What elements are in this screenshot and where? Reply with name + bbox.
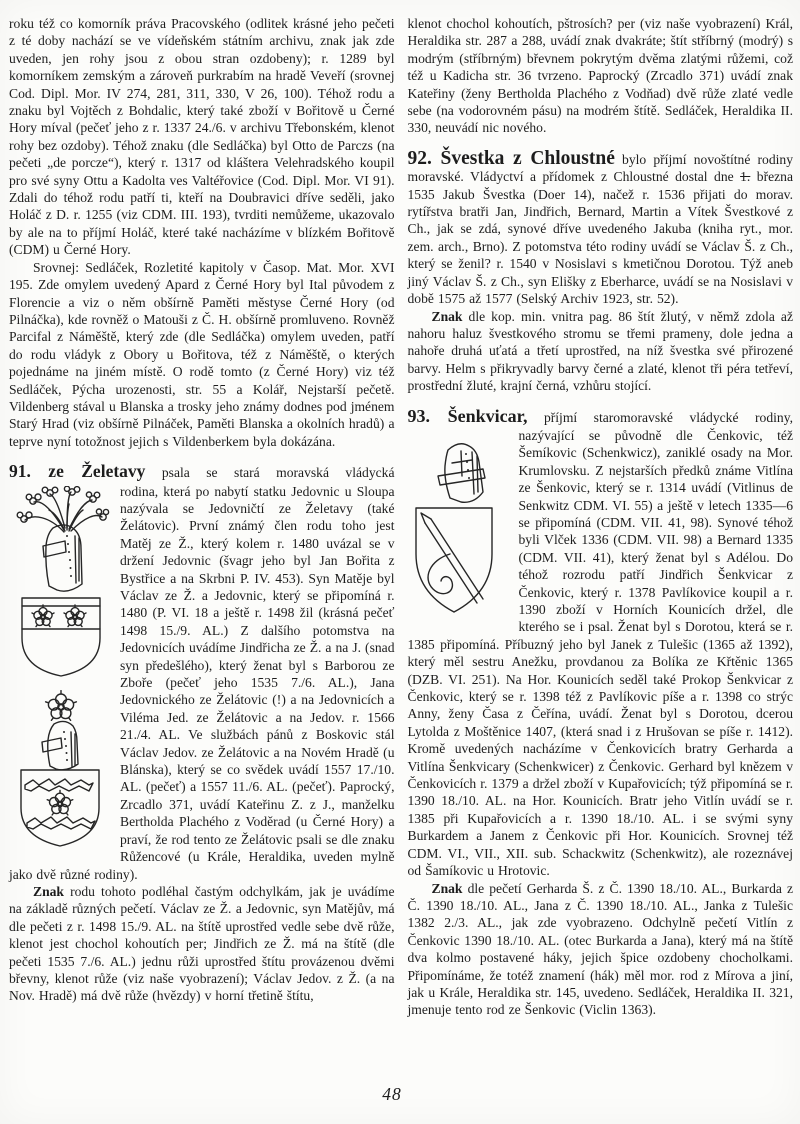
continuation-paragraph-right: klenot chochol kohoutích, pštrosích? per (viz naše vyobrazení) Král, Heraldika str. 287 a 288, uvádí znak dvakráte; štít stříbrný (modrý) s modrým (stříbrným) břevnem pokrytým dvěma zlatými růžemi, což též u Kadicha str. 36 tvrzeno. Paprocký (Zrcadlo 371) uvádí znak Kateřiny (ženy Bertholda Plachého z Vodňad) dvě růže zlaté vedle sebe (na vodorovném pásu) na modrém štítě. Sedláček, Heraldika II. 330, neuvádí nic nového.	[407, 16, 793, 136]
section-91-figures	[9, 486, 111, 848]
section-93-body	[408, 427, 794, 1019]
continuation-paragraph: roku též co komorník práva Pracovského (odlitek krásné jeho pečeti z té doby nachází se ve vídeňském státním archivu, znak jak zde uveden, jen rohy jsou z obou stran ozdobeny); r. 1289 byl komorníkem zemským a zároveň purkrabím na hradě Veveří (srovnej Cod. Dipl. Mor. IV 274, 281, 311, 330, V 26, 100). Téhož rodu a znaku byl Vojtěch z Bohdalic, který také zboží v Bořitově u Černé Hory míval (pečeť jeho z r. 1337 24./6. v archivu Třebonském, klenot rohy bez ozdoby). Téhož znaku (dle Sedláčka) byl Otto de Parczs (na pečeti „de porcze“), který r. 1317 od kláštera Velehradského koupil pro své syny Ottu a Kadolta ves Valtéřovice (Cod. Dipl. Mor. VI 91). Zdali do téhož rodu patří ti, kteří na Doubravici dříve seděli, jako Holáč z D. r. 1255 (viz CDM. III. 193), tvrditi nemůžeme, ukazovalo by ale na to příjmí Holáč, které také nacházíme v blízkém Bořitově (CDM) u Černé Hory.	[9, 16, 395, 258]
section-91-heading: 91. ze Želetavy	[9, 461, 146, 482]
section-93-figure	[408, 430, 510, 618]
seal-rose-helm-shield-bars-illustration	[9, 690, 111, 848]
section-92-blazon-text: dle kop. min. vnitra pag. 86 štít žlutý, v němž zdola až nahoru haluz švestkového stromu se třemi prameny, dole jedna a nahoře druhá uťatá a třetí uprostřed, na níž švestka své přirozené barvy. Helm s přikryvadly barvy černé a zlaté, klenot tři péra tetřeví, prostřední žluté, krajní černá, vzhůru stojící.	[407, 308, 793, 394]
section-93-lead-text: příjmí staromoravské vládycké rodiny,	[543, 409, 794, 425]
section-91-first-line	[9, 463, 395, 481]
section-93-heading: 93. Šenkvicar,	[407, 405, 528, 426]
section-92-heading: 92. Švestka z Chloustné	[407, 147, 615, 169]
section-93-first-line	[407, 405, 794, 426]
section-92-text: března 1535 Jakub Švestka (Doer 14), načež r. 1536 přijati do morav. rytířstva bratři Jan, Jindřich, Bernard, Martin a Vítek Švestkové z Ch., jak se zdá, synové dříve uvedeného Jakuba (kniha ryt., mor. zem. arch., Brno). Z potomstva této rodiny uvádí se Václav Š. z Ch., který se ženil? r. 1540 v Nosislavi s kmetičnou Dorotou. Týž aneb jiný Václav Š. z Ch., syn Elišky z Eberharce, uvádí se na Nosislavi v době 1575 až 1577 (Selský Archiv 1923, str. 52).	[407, 169, 793, 307]
left-column	[9, 15, 395, 1019]
helm-cross-shield-hook-illustration	[408, 436, 508, 618]
section-93-blazon-text: dle pečetí Gerharda Š. z Č. 1390 18./10. AL., Burkarda z Č. 1390 18./10. AL., Jana z Č. 1390 18./10. AL., Janka z Tulešic 1382 2./3. AL., jak zde vyobrazeno. Odchylně pečetí Vitlín z Čenkovic 1390 18./10. AL. (otec Burkarda a Jana), který má na štítě dva kolmo postavené háky, jejich špice ozdobeny chocholkami. Připomínáme, že totéž znamení (hák) měl mor. rod z Mírova a jiní, jak u Krále, Heraldika str. 145, uvedeno. Sedláček, Heraldika II. 321, jmenuje tento rod ze Šenkovic (Viclin 1363).	[407, 880, 794, 1018]
section-92-paragraph	[407, 147, 794, 308]
section-91-body	[9, 483, 395, 1005]
section-92-struck-numeral: 1.	[740, 169, 751, 185]
coat-of-arms-plume-helm-two-roses-illustration	[9, 486, 111, 678]
section-92-lead-text: bylo příjmí novoštítné rodiny moravské. Vládyctví a přídomek z Chloustné dostal dne	[407, 151, 794, 185]
section-92-blazon-paragraph	[408, 308, 794, 395]
section-91-blazon-text: rodu tohoto podléhal častým odchylkám, jak je uvádíme na základě různých pečetí. Václav ze Ž. a Jedovnic, syn Matějův, má dle pečeti z r. 1498 15./9. AL. na štítě uprostřed vedle sebe dvě růže, klenot jest chochol kohoutích per; Jindřich ze Ž. má na štítě (dle pečeti 1535 7./6. AL.) jednu růži uprostřed štítu provázenou dvěmi břevny, klenot růže (viz naše vyobrazení); Václav Jedov. z Ž. (a na Nov. Hradě) má dvě růže (hvězdy) v horní třetině štítu,	[9, 883, 395, 1004]
page-number: 48	[382, 1084, 402, 1104]
srovnej-reference-paragraph: Srovnej: Sedláček, Rozletité kapitoly v Časop. Mat. Mor. XVI 195. Zde omylem uvedený Apard z Černé Hory byl Ital původem z Florencie a viz o něm obšírně Paměti městyse Černé Hory (od Pilnáčka), kde rovněž o Matouši z Č. H. obšírně promluveno. Rovněž Parcifal z Náměště, který zde (dle Sedláčka) omylem uveden, patří do rodu vládyk z Obory u Bořitova, též z Náměště, o kterých pojednáme na jiném místě. O rodě tomto (z Černé Hory) viz též Sedláček, Pýcha urozenosti, str. 55 a Kolář, Nejstarší pečetě. Vildenberg stával u Blanska a trosky jeho známy dodnes pod jménem Starý Hrad (viz obšírně Pilnáček, Paměti Blanska a okolních hradů) a teprve nyní totožnost jejich s Vildenberkem byla dokázána.	[9, 259, 395, 449]
section-91-lead-text: psala se stará moravská vládycká	[161, 465, 395, 481]
right-column	[408, 15, 794, 1019]
znak-label: Znak	[33, 883, 64, 899]
znak-label: Znak	[431, 308, 463, 324]
section-91	[9, 463, 395, 1005]
section-93-text: nazývající se původně dle Čenkovic, též Šemíkovic (Schenkwicz), zaniklé osady na Mor. Krumlovsku. Z nejstarších předků známe Vitlína ze Šenkovic, který se r. 1314 uvádí (Vitlinus de Senkwitz CDM. VI. 55) a ještě v letech 1335—6 se připomíná (CDM. VII. 41, 98). Synové téhož byli Vlček 1336 (CDM. VII. 98) a Bernard 1335 (CDM. VII. 41), který ženat byl s Adélou. Do téhož rozrodu patří Jindřich Šenkvicar z Čenkovic, který r. 1378 Pavlíkovice koupil a r. 1390 zboží v Horních Kounicích držel, dle kterého se i psal. Ženat byl s Dorotou, která se r. 1385 připomíná. Příbuzný jeho byl Janek z Tulešic (1365 až 1392), který měl sestru Anežku, provdanou za Bolíka ze Křtěnic 1365 (DZB. VI. 251). Na Hor. Kounicích seděl také Prokop Šenkvicar z Čenkovic, který se r. 1398 též z Pavlíkovic píše a r. 1398 co strýc Anny, ženy Časa z Čeřína, uvádí. Ženat byl s Dorotou, dcerou Lytolda z Moštěnice 1407, (která snad i z Hrušovan se píše r. 1412). Kromě uvedených nacházíme v Čenkovicích bratry Gerharda a Vitlína Šenkvicary (Schenkwicer) z Čenkovic. Gerhard byl knězem v Čenkovicích r. 1379 a držel zboží v Kupařovicích; týž připomíná se r. 1390 18./10. AL. na Hor. Kounicích. Bratr jeho Vitlín uvádí se r. 1385 při Kupařovicích a r. 1390 18./10. AL. i se svými syny Burkardem a Janem z Čenkovic při Hor. Kounicích. Srovnej též CDM. VI., VII., XII. sub. Schackwitz (Schenkwitz), ale rozeznávej od Šamíkovic u Hrotovic.	[407, 427, 793, 879]
section-93	[407, 405, 794, 1019]
section-93-blazon-paragraph	[408, 880, 794, 1019]
znak-label: Znak	[431, 880, 463, 896]
section-91-text: rodina, která po nabytí statku Jedovnic u Sloupa nazývala se Jedovničtí ze Želetavy (také Želátovic). První známý člen rodu toho jest Matěj ze Ž., který kolem r. 1480 uvázal se v držení Jedovnic (švagr jeho byl Jan Bořita z Bystřice a na Skrbni P. IV. 453). Syn Matěje byl Václav ze Ž. a Jedovnic, který se připomíná r. 1480 (P. VI. 18 a ještě r. 1498 žil (krásná pečeť 1498 15./9. AL.) Z dalšího potomstva na Jedovnicích uvádíme Jindřicha ze Ž. a na J. (snad syn předešlého), který ženat byl s Barborou ze Zboře (pečeť jeho 1535 7./6. AL.), Jana Jedovnického ze Želátovic (!) a na Jedovnicích a Viléma Jed. ze Želátovic a na Jedov. r. 1566 21./4. AL. Ve službách pánů z Boskovic stál Václav Jedov. ze Želátovic a na Novém Hradě (u Blánska), který se co svědek uvádí 1557 17./10. AL. (pečeť) a 1557 11./6. AL. (pečeť). Paprocký, Zrcadlo 371, uvádí Kateřinu Z. z J., manželku Bertholda Plachého z Voděrad (u Černé Hory) a praví, že rod tento ze Želátovic psali se dle znaku Růžencové (u Krále, Heraldika, uveden mylně jako dvě různé rodiny).	[9, 483, 395, 882]
section-91-blazon-paragraph	[9, 883, 395, 1005]
